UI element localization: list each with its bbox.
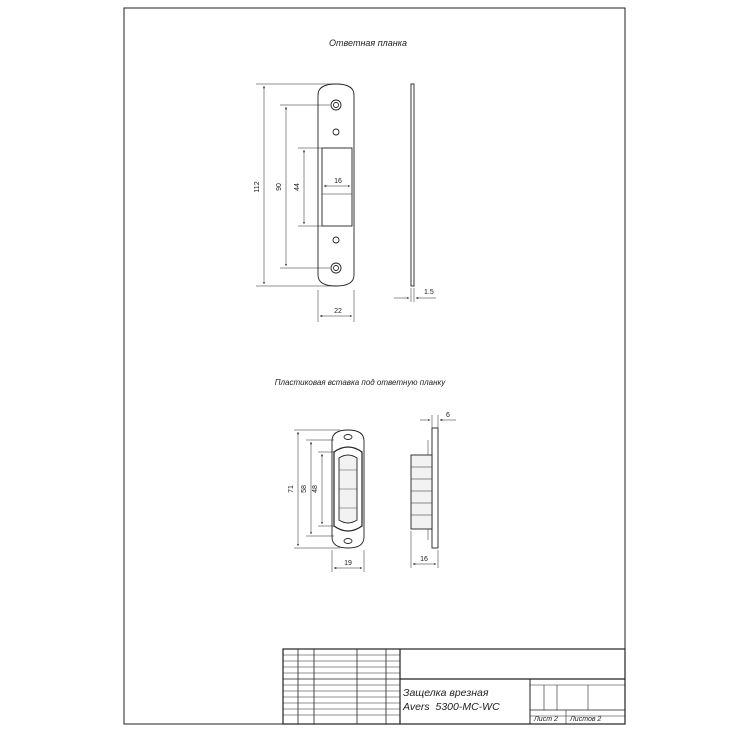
plastic-insert-front-view [332,430,364,548]
strike-plate-dimensions [256,84,436,322]
title-sheet-number: Лист 2 [534,716,558,723]
small-hole-top [333,129,339,135]
small-hole-bottom [333,237,339,243]
dim-slot-height: 44 [294,183,301,191]
dim-plate-width: 22 [334,308,342,315]
dim-total-height: 112 [254,181,261,193]
plastic-insert-side-view [411,428,438,548]
insert-body [411,455,432,529]
dim-insert-depth: 16 [420,556,428,563]
dim-insert-width: 19 [344,560,352,567]
screw-hole-top [331,100,341,110]
drawing-frame [124,8,625,724]
title-product-name: Защелка врезная [403,687,489,699]
title-product-model: Avers 5300-MC-WC [403,701,500,713]
strike-plate-outline [318,84,354,286]
latch-slot [322,148,352,226]
strike-plate-caption: Ответная планка [329,38,407,48]
strike-plate-side-view [411,84,414,286]
dim-plate-thickness: 1.5 [424,289,434,296]
screw-hole-bottom [331,263,341,273]
insert-flange [432,428,438,548]
dim-insert-total-height: 71 [288,485,295,493]
dim-insert-inner-height: 48 [312,485,319,493]
dim-insert-flange: 6 [446,412,450,419]
insert-top-hole [344,435,352,440]
dim-slot-width: 16 [334,178,342,185]
strike-plate-front-view [318,84,354,286]
insert-bottom-hole [344,539,352,544]
dim-insert-outer-height: 58 [301,485,308,493]
plastic-insert-caption: Пластиковая вставка под ответную планку [274,378,446,387]
title-sheet-count: Листов 2 [570,716,602,723]
dim-hole-spacing: 90 [276,183,283,191]
